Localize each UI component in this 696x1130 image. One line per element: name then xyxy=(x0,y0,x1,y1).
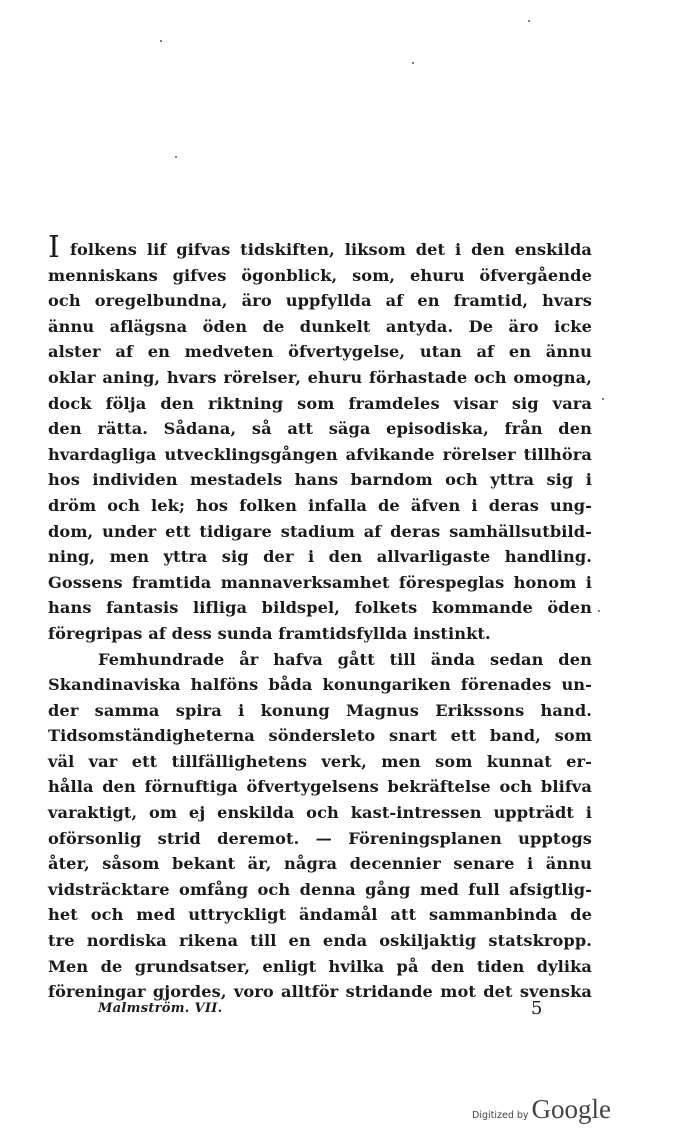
text-line: hans fantasis lifliga bildspel, folkets kommande öden xyxy=(48,598,592,618)
text-line: vidsträcktare omfång och denna gång med full afsigtlig- xyxy=(48,879,592,899)
scan-speck xyxy=(412,62,414,64)
text-line: oklar aning, hvars rörelser, ehuru förhastade och omogna, xyxy=(48,367,592,387)
text-line: varaktigt, om ej enskilda och kast-intressen uppträdt i xyxy=(48,803,592,823)
text-line: oförsonlig strid deremot. — Föreningsplanen upptogs xyxy=(48,828,592,848)
scan-speck xyxy=(598,610,600,612)
text-line: ännu aflägsna öden de dunkelt antyda. De äro icke xyxy=(48,316,592,336)
text-line: alster af en medveten öfvertygelse, utan af en ännu xyxy=(48,342,592,362)
text-line: föreningar gjordes, voro alltför stridande mot det svenska xyxy=(48,982,592,1002)
digitized-watermark xyxy=(472,1094,611,1125)
text-line: der samma spira i konung Magnus Erikssons hand. xyxy=(48,700,592,720)
scan-speck xyxy=(528,20,530,22)
text-line: väl var ett tillfällighetens verk, men som kunnat er- xyxy=(48,751,592,771)
text-line: Gossens framtida mannaverksamhet förespeglas honom i xyxy=(48,572,592,592)
page-number: 5 xyxy=(531,998,543,1019)
signature-mark: Malmström. VII. xyxy=(98,1001,223,1016)
scan-speck xyxy=(175,156,177,158)
text-line: föregripas af dess sunda framtidsfyllda instinkt. xyxy=(48,623,491,643)
page-body xyxy=(48,230,592,1005)
text-line: åter, såsom bekant är, några decennier senare i ännu xyxy=(48,854,592,874)
text-line: Femhundrade år hafva gått till ända sedan den xyxy=(98,649,592,669)
text-line: Men de grundsatser, enligt hvilka på den tiden dylika xyxy=(48,956,592,976)
scan-speck xyxy=(160,40,162,42)
text-line: ning, men yttra sig der i den allvarligaste handling. xyxy=(48,547,592,567)
text-line: Tidsomständigheterna söndersleto snart ett band, som xyxy=(48,726,592,746)
text-line: och oregelbundna, äro uppfyllda af en framtid, hvars xyxy=(48,291,592,311)
text-line: het och med uttryckligt ändamål att sammanbinda de xyxy=(48,905,592,925)
text-line: dröm och lek; hos folken infalla de äfven i deras ung- xyxy=(48,495,592,515)
watermark-prefix: Digitized by xyxy=(472,1110,529,1121)
text-line: dom, under ett tidigare stadium af deras samhällsutbild- xyxy=(48,521,592,541)
text-line: hos individen mestadels hans barndom och yttra sig i xyxy=(48,470,592,490)
drop-cap: I xyxy=(48,230,60,265)
text-line: den rätta. Sådana, så att säga episodiska, från den xyxy=(48,419,592,439)
text-line: menniskans gifves ögonblick, som, ehuru öfvergående xyxy=(48,265,592,285)
text-line: tre nordiska rikena till en enda oskiljaktig statskropp. xyxy=(48,931,592,951)
text-line: Ifolkens lif gifvas tidskiften, liksom det i den enskilda xyxy=(48,230,592,265)
text-line: hvardagliga utvecklingsgången afvikande rörelser tillhöra xyxy=(48,444,592,464)
text-line: hålla den förnuftiga öfvertygelsens bekräftelse och blifva xyxy=(48,777,592,797)
text-line: Skandinaviska halföns båda konungariken förenades un- xyxy=(48,675,592,695)
text-line: dock följa den riktning som framdeles visar sig vara xyxy=(48,393,592,413)
google-logo: Google xyxy=(531,1094,612,1124)
scan-speck xyxy=(602,398,604,400)
